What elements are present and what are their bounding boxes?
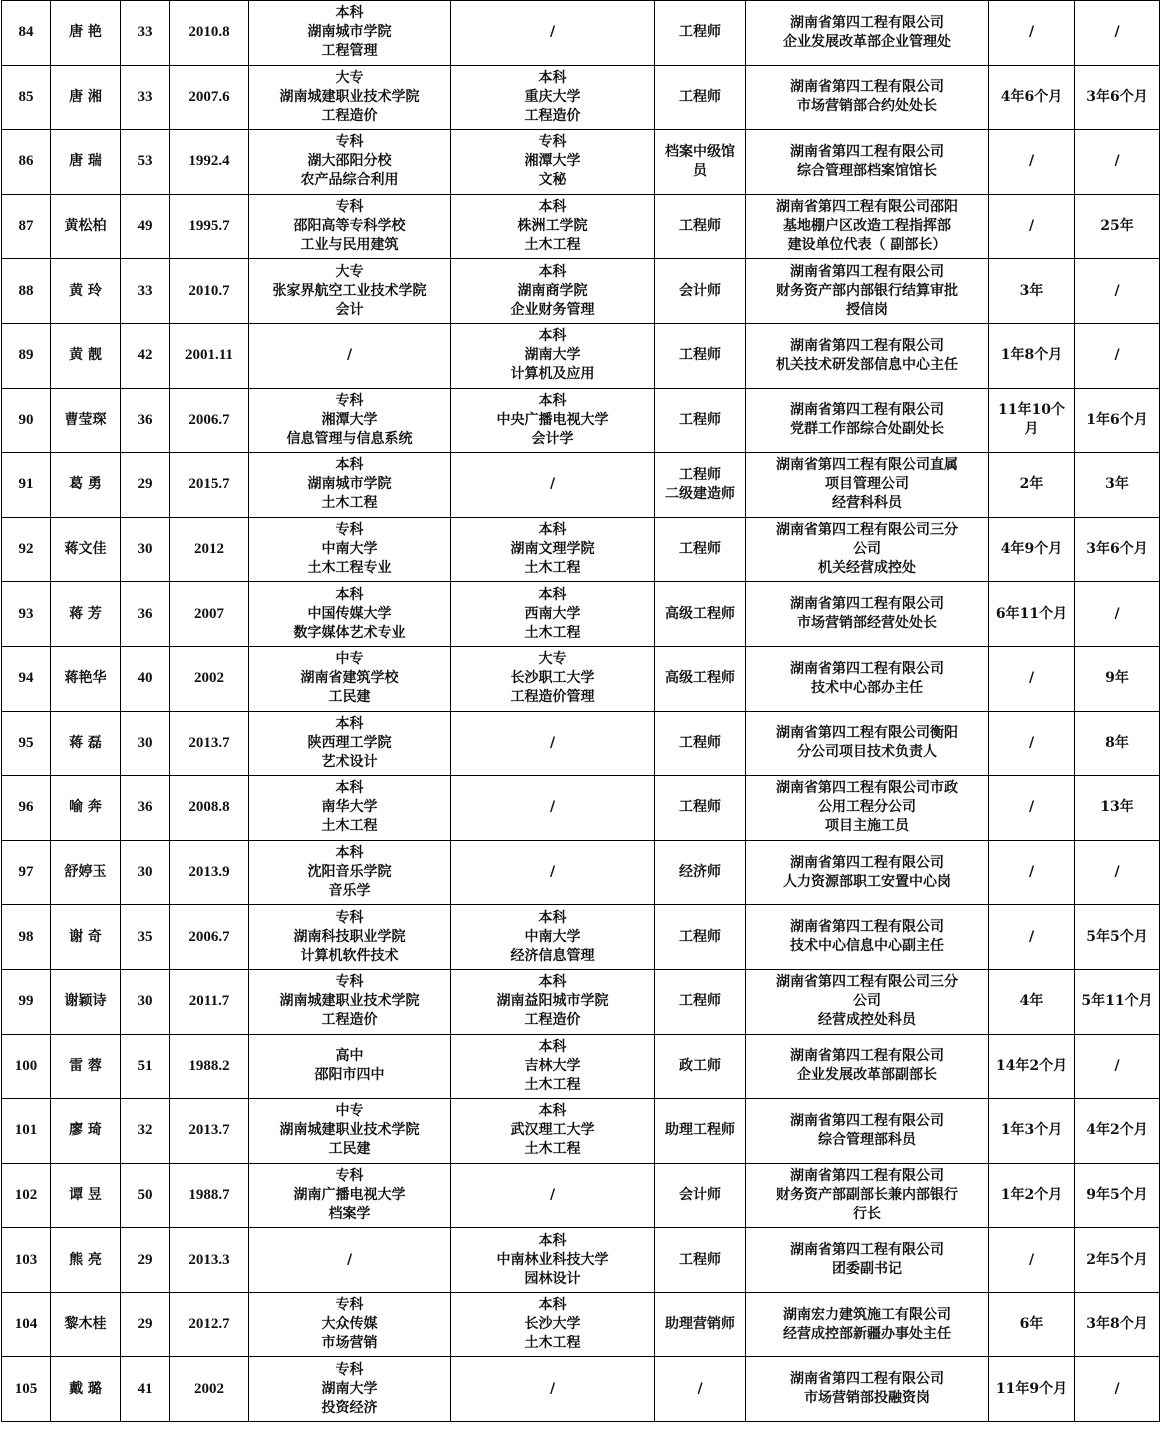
- row-number-cell: 103: [2, 1228, 51, 1293]
- name-cell: 雷 蓉: [51, 1034, 121, 1099]
- final-education-cell: 本科 中南林业科技大学 园林设计: [451, 1228, 655, 1293]
- tenure-a-cell: 6年: [989, 1292, 1075, 1357]
- current-position-cell: 湖南省第四工程有限公司 党群工作部综合处副处长: [746, 388, 989, 453]
- first-education-cell: /: [249, 323, 451, 388]
- professional-title-cell: 工程师: [655, 711, 746, 776]
- table-row: [2, 840, 1160, 905]
- work-start-cell: 2013.3: [170, 1228, 249, 1293]
- final-education-cell: 本科 中南大学 经济信息管理: [451, 905, 655, 970]
- row-number-cell: 97: [2, 840, 51, 905]
- work-start-cell: 2012.7: [170, 1292, 249, 1357]
- final-education-cell: /: [451, 711, 655, 776]
- age-cell: 29: [121, 1228, 170, 1293]
- tenure-a-cell: 4年: [989, 969, 1075, 1034]
- age-cell: 30: [121, 517, 170, 582]
- work-start-cell: 1988.2: [170, 1034, 249, 1099]
- name-cell: 蒋 芳: [51, 582, 121, 647]
- tenure-b-cell: 13年: [1075, 776, 1160, 841]
- row-number-cell: 99: [2, 969, 51, 1034]
- row-number-cell: 94: [2, 646, 51, 711]
- current-position-cell: 湖南省第四工程有限公司 企业发展改革部副部长: [746, 1034, 989, 1099]
- current-position-cell: 湖南省第四工程有限公司市政 公用工程分公司 项目主施工员: [746, 776, 989, 841]
- row-number-cell: 95: [2, 711, 51, 776]
- tenure-a-cell: 2年: [989, 453, 1075, 518]
- age-cell: 30: [121, 969, 170, 1034]
- table-body: [2, 1, 1160, 1422]
- current-position-cell: 湖南省第四工程有限公司 财务资产部副部长兼内部银行 行长: [746, 1163, 989, 1228]
- first-education-cell: 本科 中国传媒大学 数字媒体艺术专业: [249, 582, 451, 647]
- tenure-b-cell: 5年11个月: [1075, 969, 1160, 1034]
- current-position-cell: 湖南省第四工程有限公司 市场营销部经营处处长: [746, 582, 989, 647]
- age-cell: 29: [121, 1292, 170, 1357]
- professional-title-cell: 工程师: [655, 969, 746, 1034]
- tenure-a-cell: 11年9个月: [989, 1357, 1075, 1422]
- name-cell: 黎木桂: [51, 1292, 121, 1357]
- final-education-cell: 本科 西南大学 土木工程: [451, 582, 655, 647]
- name-cell: 黄 靓: [51, 323, 121, 388]
- professional-title-cell: 会计师: [655, 1163, 746, 1228]
- tenure-a-cell: /: [989, 1, 1075, 66]
- professional-title-cell: 档案中级馆 员: [655, 130, 746, 195]
- current-position-cell: 湖南省第四工程有限公司衡阳 分公司项目技术负责人: [746, 711, 989, 776]
- age-cell: 35: [121, 905, 170, 970]
- row-number-cell: 85: [2, 65, 51, 130]
- name-cell: 熊 亮: [51, 1228, 121, 1293]
- current-position-cell: 湖南省第四工程有限公司 综合管理部科员: [746, 1099, 989, 1164]
- tenure-b-cell: /: [1075, 1357, 1160, 1422]
- name-cell: 唐 湘: [51, 65, 121, 130]
- table-row: [2, 969, 1160, 1034]
- table-row: [2, 776, 1160, 841]
- first-education-cell: 专科 中南大学 土木工程专业: [249, 517, 451, 582]
- first-education-cell: 中专 湖南城建职业技术学院 工民建: [249, 1099, 451, 1164]
- name-cell: 谢 奇: [51, 905, 121, 970]
- final-education-cell: 本科 武汉理工大学 土木工程: [451, 1099, 655, 1164]
- name-cell: 谢颖诗: [51, 969, 121, 1034]
- tenure-a-cell: 4年9个月: [989, 517, 1075, 582]
- row-number-cell: 92: [2, 517, 51, 582]
- current-position-cell: 湖南省第四工程有限公司三分 公司 经营成控处科员: [746, 969, 989, 1034]
- final-education-cell: /: [451, 840, 655, 905]
- row-number-cell: 90: [2, 388, 51, 453]
- table-row: [2, 1228, 1160, 1293]
- current-position-cell: 湖南省第四工程有限公司 机关技术研发部信息中心主任: [746, 323, 989, 388]
- professional-title-cell: 工程师: [655, 323, 746, 388]
- final-education-cell: 本科 株洲工学院 土木工程: [451, 194, 655, 259]
- first-education-cell: 专科 湖南大学 投资经济: [249, 1357, 451, 1422]
- tenure-a-cell: /: [989, 776, 1075, 841]
- professional-title-cell: 会计师: [655, 259, 746, 324]
- table-row: [2, 194, 1160, 259]
- row-number-cell: 86: [2, 130, 51, 195]
- final-education-cell: 大专 长沙职工大学 工程造价管理: [451, 646, 655, 711]
- age-cell: 33: [121, 65, 170, 130]
- current-position-cell: 湖南省第四工程有限公司 财务资产部内部银行结算审批 授信岗: [746, 259, 989, 324]
- table-row: [2, 259, 1160, 324]
- table-row: [2, 1034, 1160, 1099]
- tenure-a-cell: 4年6个月: [989, 65, 1075, 130]
- tenure-b-cell: /: [1075, 1, 1160, 66]
- tenure-a-cell: 1年2个月: [989, 1163, 1075, 1228]
- age-cell: 36: [121, 776, 170, 841]
- age-cell: 36: [121, 388, 170, 453]
- age-cell: 33: [121, 259, 170, 324]
- first-education-cell: 高中 邵阳市四中: [249, 1034, 451, 1099]
- work-start-cell: 2006.7: [170, 388, 249, 453]
- name-cell: 蒋 磊: [51, 711, 121, 776]
- professional-title-cell: 工程师: [655, 1, 746, 66]
- final-education-cell: 本科 吉林大学 土木工程: [451, 1034, 655, 1099]
- work-start-cell: 2013.9: [170, 840, 249, 905]
- name-cell: 蒋艳华: [51, 646, 121, 711]
- final-education-cell: 本科 湖南商学院 企业财务管理: [451, 259, 655, 324]
- name-cell: 廖 琦: [51, 1099, 121, 1164]
- current-position-cell: 湖南省第四工程有限公司直属 项目管理公司 经营科科员: [746, 453, 989, 518]
- professional-title-cell: 工程师: [655, 194, 746, 259]
- current-position-cell: 湖南省第四工程有限公司三分 公司 机关经营成控处: [746, 517, 989, 582]
- table-row: [2, 65, 1160, 130]
- age-cell: 50: [121, 1163, 170, 1228]
- final-education-cell: /: [451, 776, 655, 841]
- personnel-table: [1, 0, 1160, 1422]
- name-cell: 舒婷玉: [51, 840, 121, 905]
- row-number-cell: 98: [2, 905, 51, 970]
- tenure-b-cell: 25年: [1075, 194, 1160, 259]
- work-start-cell: 2007.6: [170, 65, 249, 130]
- tenure-b-cell: /: [1075, 840, 1160, 905]
- final-education-cell: /: [451, 1357, 655, 1422]
- final-education-cell: 本科 湖南益阳城市学院 工程造价: [451, 969, 655, 1034]
- first-education-cell: 专科 邵阳高等专科学校 工业与民用建筑: [249, 194, 451, 259]
- name-cell: 唐 艳: [51, 1, 121, 66]
- current-position-cell: 湖南省第四工程有限公司 市场营销部投融资岗: [746, 1357, 989, 1422]
- current-position-cell: 湖南省第四工程有限公司邵阳 基地棚户区改造工程指挥部 建设单位代表（ 副部长）: [746, 194, 989, 259]
- tenure-b-cell: /: [1075, 582, 1160, 647]
- row-number-cell: 104: [2, 1292, 51, 1357]
- row-number-cell: 87: [2, 194, 51, 259]
- row-number-cell: 88: [2, 259, 51, 324]
- name-cell: 唐 瑞: [51, 130, 121, 195]
- tenure-b-cell: /: [1075, 130, 1160, 195]
- current-position-cell: 湖南省第四工程有限公司 技术中心信息中心副主任: [746, 905, 989, 970]
- tenure-b-cell: 8年: [1075, 711, 1160, 776]
- tenure-a-cell: 1年3个月: [989, 1099, 1075, 1164]
- table-row: [2, 388, 1160, 453]
- name-cell: 谭 昱: [51, 1163, 121, 1228]
- tenure-b-cell: /: [1075, 259, 1160, 324]
- tenure-b-cell: 3年6个月: [1075, 65, 1160, 130]
- current-position-cell: 湖南宏力建筑施工有限公司 经营成控部新疆办事处主任: [746, 1292, 989, 1357]
- age-cell: 33: [121, 1, 170, 66]
- age-cell: 42: [121, 323, 170, 388]
- current-position-cell: 湖南省第四工程有限公司 企业发展改革部企业管理处: [746, 1, 989, 66]
- tenure-a-cell: /: [989, 646, 1075, 711]
- name-cell: 戴 璐: [51, 1357, 121, 1422]
- tenure-a-cell: /: [989, 905, 1075, 970]
- professional-title-cell: 高级工程师: [655, 646, 746, 711]
- professional-title-cell: 经济师: [655, 840, 746, 905]
- table-row: [2, 1099, 1160, 1164]
- work-start-cell: 2002: [170, 1357, 249, 1422]
- age-cell: 29: [121, 453, 170, 518]
- table-row: [2, 1163, 1160, 1228]
- final-education-cell: 本科 中央广播电视大学 会计学: [451, 388, 655, 453]
- work-start-cell: 1988.7: [170, 1163, 249, 1228]
- row-number-cell: 89: [2, 323, 51, 388]
- first-education-cell: 本科 沈阳音乐学院 音乐学: [249, 840, 451, 905]
- work-start-cell: 2010.8: [170, 1, 249, 66]
- professional-title-cell: 工程师 二级建造师: [655, 453, 746, 518]
- tenure-b-cell: 1年6个月: [1075, 388, 1160, 453]
- age-cell: 30: [121, 711, 170, 776]
- work-start-cell: 2012: [170, 517, 249, 582]
- final-education-cell: 本科 湖南文理学院 土木工程: [451, 517, 655, 582]
- table-row: [2, 1, 1160, 66]
- row-number-cell: 105: [2, 1357, 51, 1422]
- work-start-cell: 1995.7: [170, 194, 249, 259]
- name-cell: 黄 玲: [51, 259, 121, 324]
- row-number-cell: 93: [2, 582, 51, 647]
- row-number-cell: 101: [2, 1099, 51, 1164]
- table-row: [2, 711, 1160, 776]
- professional-title-cell: 工程师: [655, 65, 746, 130]
- professional-title-cell: 政工师: [655, 1034, 746, 1099]
- tenure-a-cell: /: [989, 130, 1075, 195]
- professional-title-cell: 助理营销师: [655, 1292, 746, 1357]
- current-position-cell: 湖南省第四工程有限公司 团委副书记: [746, 1228, 989, 1293]
- tenure-a-cell: 1年8个月: [989, 323, 1075, 388]
- work-start-cell: 2007: [170, 582, 249, 647]
- final-education-cell: /: [451, 453, 655, 518]
- tenure-a-cell: /: [989, 1228, 1075, 1293]
- table-row: [2, 453, 1160, 518]
- name-cell: 曹莹琛: [51, 388, 121, 453]
- age-cell: 53: [121, 130, 170, 195]
- current-position-cell: 湖南省第四工程有限公司 人力资源部职工安置中心岗: [746, 840, 989, 905]
- row-number-cell: 100: [2, 1034, 51, 1099]
- tenure-b-cell: 9年: [1075, 646, 1160, 711]
- row-number-cell: 96: [2, 776, 51, 841]
- final-education-cell: 本科 长沙大学 土木工程: [451, 1292, 655, 1357]
- age-cell: 51: [121, 1034, 170, 1099]
- tenure-b-cell: 3年: [1075, 453, 1160, 518]
- first-education-cell: 大专 湖南城建职业技术学院 工程造价: [249, 65, 451, 130]
- table-row: [2, 130, 1160, 195]
- name-cell: 黄松柏: [51, 194, 121, 259]
- current-position-cell: 湖南省第四工程有限公司 市场营销部合约处处长: [746, 65, 989, 130]
- age-cell: 32: [121, 1099, 170, 1164]
- age-cell: 49: [121, 194, 170, 259]
- tenure-a-cell: 6年11个月: [989, 582, 1075, 647]
- table-row: [2, 582, 1160, 647]
- work-start-cell: 2008.8: [170, 776, 249, 841]
- work-start-cell: 2011.7: [170, 969, 249, 1034]
- work-start-cell: 2010.7: [170, 259, 249, 324]
- work-start-cell: 1992.4: [170, 130, 249, 195]
- table-row: [2, 646, 1160, 711]
- first-education-cell: 专科 湖大邵阳分校 农产品综合利用: [249, 130, 451, 195]
- tenure-b-cell: /: [1075, 323, 1160, 388]
- tenure-a-cell: 3年: [989, 259, 1075, 324]
- final-education-cell: 专科 湘潭大学 文秘: [451, 130, 655, 195]
- row-number-cell: 102: [2, 1163, 51, 1228]
- first-education-cell: 大专 张家界航空工业技术学院 会计: [249, 259, 451, 324]
- professional-title-cell: 助理工程师: [655, 1099, 746, 1164]
- name-cell: 蒋文佳: [51, 517, 121, 582]
- current-position-cell: 湖南省第四工程有限公司 技术中心部办主任: [746, 646, 989, 711]
- work-start-cell: 2006.7: [170, 905, 249, 970]
- table-row: [2, 1292, 1160, 1357]
- tenure-a-cell: 14年2个月: [989, 1034, 1075, 1099]
- row-number-cell: 91: [2, 453, 51, 518]
- first-education-cell: 专科 大众传媒 市场营销: [249, 1292, 451, 1357]
- first-education-cell: /: [249, 1228, 451, 1293]
- tenure-b-cell: 3年6个月: [1075, 517, 1160, 582]
- tenure-b-cell: 3年8个月: [1075, 1292, 1160, 1357]
- professional-title-cell: 工程师: [655, 1228, 746, 1293]
- first-education-cell: 本科 南华大学 土木工程: [249, 776, 451, 841]
- first-education-cell: 本科 湖南城市学院 工程管理: [249, 1, 451, 66]
- tenure-b-cell: 2年5个月: [1075, 1228, 1160, 1293]
- work-start-cell: 2002: [170, 646, 249, 711]
- professional-title-cell: 工程师: [655, 905, 746, 970]
- tenure-b-cell: 4年2个月: [1075, 1099, 1160, 1164]
- final-education-cell: 本科 重庆大学 工程造价: [451, 65, 655, 130]
- first-education-cell: 专科 湖南城建职业技术学院 工程造价: [249, 969, 451, 1034]
- tenure-b-cell: 5年5个月: [1075, 905, 1160, 970]
- first-education-cell: 专科 湘潭大学 信息管理与信息系统: [249, 388, 451, 453]
- final-education-cell: 本科 湖南大学 计算机及应用: [451, 323, 655, 388]
- table-row: [2, 1357, 1160, 1422]
- tenure-a-cell: /: [989, 711, 1075, 776]
- first-education-cell: 本科 湖南城市学院 土木工程: [249, 453, 451, 518]
- age-cell: 30: [121, 840, 170, 905]
- work-start-cell: 2015.7: [170, 453, 249, 518]
- name-cell: 葛 勇: [51, 453, 121, 518]
- professional-title-cell: 高级工程师: [655, 582, 746, 647]
- tenure-b-cell: /: [1075, 1034, 1160, 1099]
- tenure-a-cell: 11年10个 月: [989, 388, 1075, 453]
- first-education-cell: 中专 湖南省建筑学校 工民建: [249, 646, 451, 711]
- final-education-cell: /: [451, 1, 655, 66]
- tenure-b-cell: 9年5个月: [1075, 1163, 1160, 1228]
- age-cell: 36: [121, 582, 170, 647]
- first-education-cell: 专科 湖南广播电视大学 档案学: [249, 1163, 451, 1228]
- age-cell: 40: [121, 646, 170, 711]
- current-position-cell: 湖南省第四工程有限公司 综合管理部档案馆馆长: [746, 130, 989, 195]
- age-cell: 41: [121, 1357, 170, 1422]
- professional-title-cell: 工程师: [655, 388, 746, 453]
- professional-title-cell: 工程师: [655, 776, 746, 841]
- work-start-cell: 2001.11: [170, 323, 249, 388]
- name-cell: 喻 奔: [51, 776, 121, 841]
- row-number-cell: 84: [2, 1, 51, 66]
- tenure-a-cell: /: [989, 840, 1075, 905]
- first-education-cell: 专科 湖南科技职业学院 计算机软件技术: [249, 905, 451, 970]
- professional-title-cell: /: [655, 1357, 746, 1422]
- table-row: [2, 517, 1160, 582]
- table-row: [2, 905, 1160, 970]
- tenure-a-cell: /: [989, 194, 1075, 259]
- first-education-cell: 本科 陕西理工学院 艺术设计: [249, 711, 451, 776]
- work-start-cell: 2013.7: [170, 1099, 249, 1164]
- professional-title-cell: 工程师: [655, 517, 746, 582]
- final-education-cell: /: [451, 1163, 655, 1228]
- work-start-cell: 2013.7: [170, 711, 249, 776]
- table-row: [2, 323, 1160, 388]
